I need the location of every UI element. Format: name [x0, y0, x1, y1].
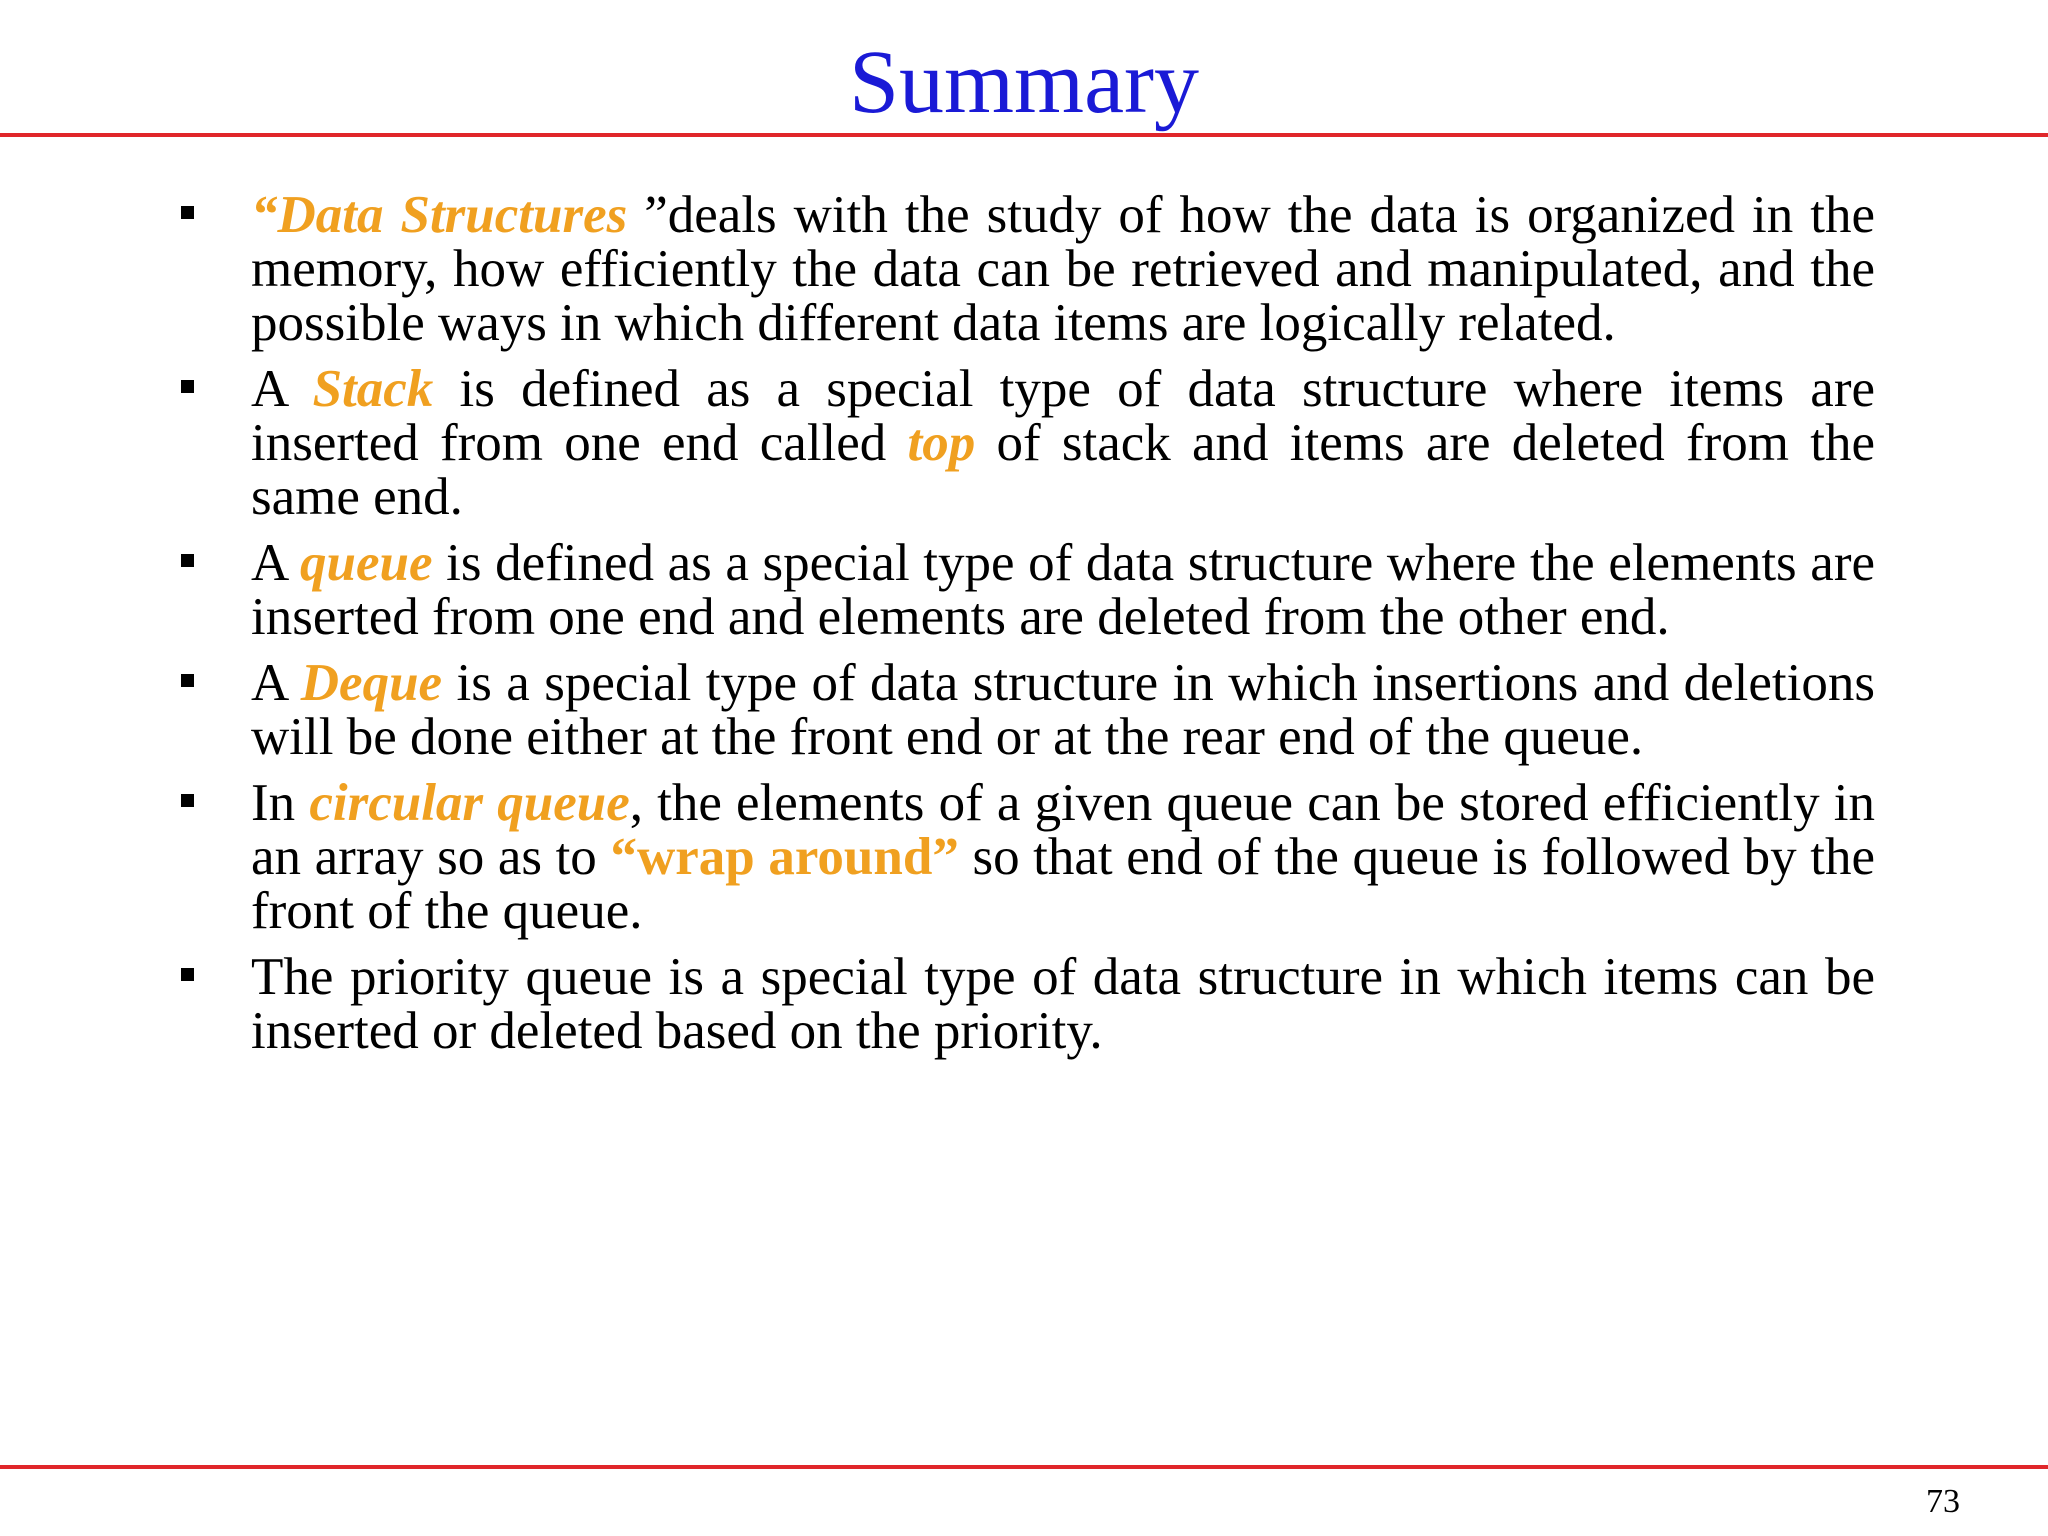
bullet-deque: [175, 656, 1875, 764]
term-queue: queue: [299, 534, 433, 592]
slide-title: Summary: [849, 33, 1199, 132]
bullet-circular-queue: [175, 776, 1875, 938]
bullet-queue: [175, 536, 1875, 644]
term-circular-queue: circular queue: [309, 774, 630, 832]
bullet-prefix: A: [251, 534, 300, 592]
bullet-text: is a special type of data structure in which insertions and deletions will be done either at the front end or at the rear end of the queue.: [251, 654, 1875, 766]
square-bullet-icon: [181, 968, 194, 981]
bullet-text: , the elements of a given queue can be stored efficiently in an array so as to: [251, 774, 1875, 886]
square-bullet-icon: [181, 206, 194, 219]
square-bullet-icon: [181, 554, 194, 567]
term-top: top: [907, 414, 976, 472]
term-stack: Stack: [312, 360, 434, 418]
bullet-data-structures: [175, 188, 1875, 350]
bullet-text: so that end of the queue is followed by the front of the queue.: [251, 828, 1875, 940]
bullet-text: ”deals with the study of how the data is organized in the memory, how efficiently the data can be retrieved and manipulated, and the possible ways in which different data items are logically related.: [251, 186, 1875, 352]
square-bullet-icon: [181, 380, 194, 393]
bullet-prefix: In: [251, 774, 310, 832]
square-bullet-icon: [181, 794, 194, 807]
bullet-text: The priority queue is a special type of data structure in which items can be inserted or deleted based on the priority.: [251, 948, 1875, 1060]
bullet-text: is defined as a special type of data structure where items are inserted from one end called: [251, 360, 1875, 472]
term-data-structures: Data Structures: [277, 186, 628, 244]
term-deque: Deque: [300, 654, 443, 712]
bullet-prefix: A: [251, 654, 301, 712]
bullet-text: of stack and items are deleted from the same end.: [251, 414, 1876, 526]
bullet-prefix: A: [251, 360, 313, 418]
bullet-stack: [175, 362, 1875, 524]
square-bullet-icon: [181, 674, 194, 687]
bullet-text: is defined as a special type of data structure where the elements are inserted from one end and elements are deleted from the other end.: [251, 534, 1876, 646]
term-wrap-around: “wrap around”: [610, 828, 959, 886]
title-divider: [0, 133, 2048, 137]
page-number: 73: [1926, 1483, 1960, 1520]
summary-bullet-list: [175, 188, 1875, 1070]
footer-divider: [0, 1465, 2048, 1469]
open-quote: “: [251, 186, 278, 244]
bullet-priority-queue: [175, 950, 1875, 1058]
